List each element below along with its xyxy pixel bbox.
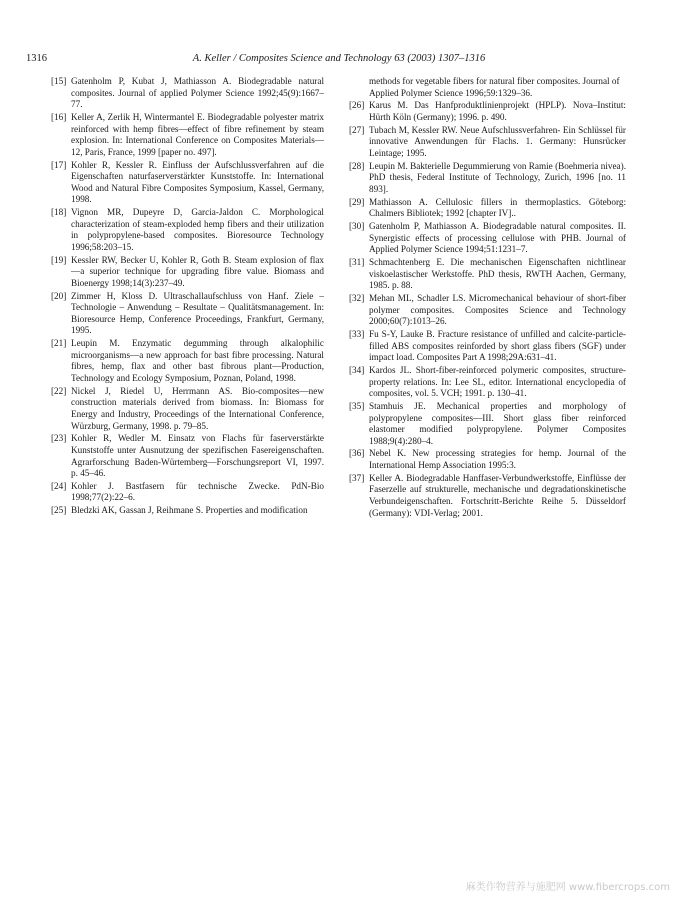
reference-text: Schmachtenberg E. Die mechanischen Eigenschaften nichtlinear viskoelastischer Werkstoffe. PhD thesis, RWTH Aachen, Germany, 1985. p. 88. — [369, 257, 626, 291]
reference-text: Kessler RW, Becker U, Kohler R, Goth B. Steam explosion of flax—a superior technique for upgrading fibre value. Biomass and Bioenergy 1998;14(3):237–49. — [71, 254, 324, 288]
reference-entry — [51, 481, 324, 504]
reference-entry — [51, 291, 324, 337]
reference-number: [25] — [51, 505, 67, 516]
reference-text: Kohler R, Wedler M. Einsatz von Flachs für faserverstärkte Kunststoffe unter Ausnutzung der spezifischen Fasereigenschaften. Agrarforschung Baden-Würtemberg—Forschungsreport VI, 1997. p. 45–46. — [71, 433, 324, 479]
reference-number: [33] — [349, 328, 365, 339]
reference-text: Tubach M, Kessler RW. Neue Aufschlussverfahren- Ein Schlüssel für innovative Anwendungen für Flachs. 1. Germany: Hunsrücker Leintage; 1995. — [369, 124, 626, 158]
reference-number: [30] — [349, 221, 365, 232]
reference-number: [19] — [51, 254, 67, 265]
reference-entry — [349, 197, 626, 220]
reference-number: [17] — [51, 159, 67, 170]
reference-text: Bledzki AK, Gassan J, Reihmane S. Properties and modification — [71, 505, 308, 516]
reference-entry — [349, 473, 626, 519]
reference-continuation: methods for vegetable fibers for natural fiber composites. Journal of Applied Polymer Science 1996;59:1329–36. — [369, 76, 620, 98]
reference-text: Mehan ML, Schadler LS. Micromechanical behaviour of short-fiber polymer composites. Composites Science and Technology 2000;60(7):1013–26. — [369, 293, 626, 327]
reference-number: [31] — [349, 257, 365, 268]
reference-text: Karus M. Das Hanfproduktlinienprojekt (HPLP). Nova–Institut: Hürth Köln (Germany); 1996. p. 490. — [369, 100, 626, 122]
reference-number: [24] — [51, 480, 67, 491]
site-watermark: 麻类作物营养与施肥网 www.fibercrops.com — [465, 882, 670, 893]
reference-number: [15] — [51, 76, 67, 86]
reference-text: Kardos JL. Short-fiber-reinforced polymeric composites, structure-property relations. In: Lee SL, editor. International encyclopedia of composites, vol. 5. VCH; 1991. p. 130–41. — [369, 364, 626, 399]
reference-entry — [349, 257, 626, 292]
reference-text: Leupin M. Bakterielle Degummierung von Ramie (Boehmeria nivea). PhD thesis, Federal Institute of Technology, Zurich, 1996 [no. 11 893]. — [369, 160, 626, 194]
page-header — [26, 53, 652, 67]
reference-entry — [349, 100, 626, 123]
reference-entry — [51, 160, 324, 206]
reference-text: Keller A, Zerlik H, Wintermantel E. Biodegradable polyester matrix reinforced with hemp fibres—effect of fibre refinement by steam explosion. In: International Conference on Composites Materials—12, Paris, France, 1999 [paper no. 497]. — [71, 111, 324, 157]
reference-entry — [349, 293, 626, 328]
reference-entry — [51, 112, 324, 158]
reference-entry — [51, 386, 324, 432]
page-number: 1316 — [26, 53, 47, 64]
reference-number: [28] — [349, 160, 365, 171]
reference-number: [21] — [51, 338, 67, 349]
reference-entry — [349, 329, 626, 364]
reference-entry — [51, 505, 324, 517]
reference-text: Kohler J. Bastfasern für technische Zwecke. PdN-Bio 1998;77(2):22–6. — [71, 480, 324, 503]
reference-text: Fu S-Y, Lauke B. Fracture resistance of unfilled and calcite-particle-filled ABS composites reinforded by short glass fibers (SGF) under impact load. Composites Part A 1998;29A:631–41. — [369, 328, 626, 363]
reference-text: Nebel K. New processing strategies for hemp. Journal of the International Hemp Association 1995:3. — [369, 448, 626, 471]
reference-entry — [349, 221, 626, 256]
reference-number: [35] — [349, 400, 365, 411]
left-reference-column — [51, 76, 324, 518]
reference-number: [27] — [349, 124, 365, 135]
reference-number: [23] — [51, 433, 67, 444]
reference-entry — [349, 125, 626, 160]
reference-number: [20] — [51, 290, 67, 301]
reference-number: [32] — [349, 293, 365, 303]
reference-entry — [51, 76, 324, 111]
reference-number: [26] — [349, 100, 365, 111]
reference-entry — [51, 433, 324, 479]
reference-entry — [51, 255, 324, 290]
reference-entry — [349, 365, 626, 400]
running-head: A. Keller / Composites Science and Technology 63 (2003) 1307–1316 — [192, 53, 486, 64]
right-reference-column — [349, 76, 626, 520]
reference-number: [22] — [51, 385, 67, 396]
reference-text: Leupin M. Enzymatic degumming through alkalophilic microorganisms—a new approach for bast fibre processing. Natural fibres, hemp, flax and other bast fibrous plant—Production, Technology and Ecology Symposium, Poznan, Poland, 1998. — [71, 338, 324, 383]
reference-text: Keller A. Biodegradable Hanffaser-Verbundwerkstoffe, Einflüsse der Faserzelle auf strukturelle, mechanische und degradationskinetische Verbundeigenschaften. Fortschritt-Berichte Reihe 5. Düsseldorf (Germany): VDI-Verlag; 2001. — [369, 472, 626, 518]
reference-number: [37] — [349, 472, 365, 483]
reference-text: Vignon MR, Dupeyre D, Garcia-Jaldon C. Morphological characterization of steam-exploded hemp fibers and their utilization in polypropylene-based composites. Bioresource Technology 1996;58:203–15. — [71, 207, 324, 252]
reference-text: Mathiasson A. Cellulosic fillers in thermoplastics. Göteborg: Chalmers Bibliotek; 1992 [chapter IV].. — [369, 196, 626, 219]
reference-text: Stamhuis JE. Mechanical properties and morphology of polypropylene composites—III. Short glass fiber reinforced elastomer modified polypropylene. Polymer Composites 1988;9(4):280–4. — [369, 400, 626, 446]
reference-entry — [349, 401, 626, 447]
reference-text: Kohler R, Kessler R. Einfluss der Aufschlussverfahren auf die Eigenschaften naturfaserverstärkter Kunststoffe. In: International Wood and Natural Fibre Composites Symposium, Kassel, Germany, 1998. — [71, 159, 324, 205]
reference-number: [29] — [349, 196, 365, 207]
reference-text: Gatenholm P, Kubat J, Mathiasson A. Biodegradable natural composites. Journal of applied Polymer Science 1992;45(9):1667–77. — [71, 76, 324, 110]
reference-number: [18] — [51, 207, 67, 218]
reference-text: Gatenholm P, Mathiasson A. Biodegradable natural composites. II. Synergistic effects of processing cellulose with PHB. Journal of Applied Polymer Science 1994;51:1231–7. — [369, 221, 626, 255]
reference-number: [16] — [51, 111, 67, 122]
reference-entry — [51, 338, 324, 384]
reference-text: Nickel J, Riedel U, Herrmann AS. Bio-composites—new construction materials derived from biomass. In: Biomass for Energy and Industry, Proceedings of the International Conference, Würzburg, Germany, 1998. p. 79–85. — [71, 385, 324, 431]
reference-number: [34] — [349, 364, 365, 375]
reference-entry — [349, 448, 626, 471]
reference-text: Zimmer H, Kloss D. Ultraschallaufschluss von Hanf. Ziele – Technologie – Anwendung – Resultate – Qualitätsmanagement. In: Bioresource Hemp, Conference Proceedings, Frankfurt, Germany, 1995. — [71, 290, 324, 336]
right-reference-list — [349, 100, 626, 519]
reference-entry — [349, 161, 626, 196]
reference-number: [36] — [349, 448, 365, 459]
reference-entry — [51, 207, 324, 253]
